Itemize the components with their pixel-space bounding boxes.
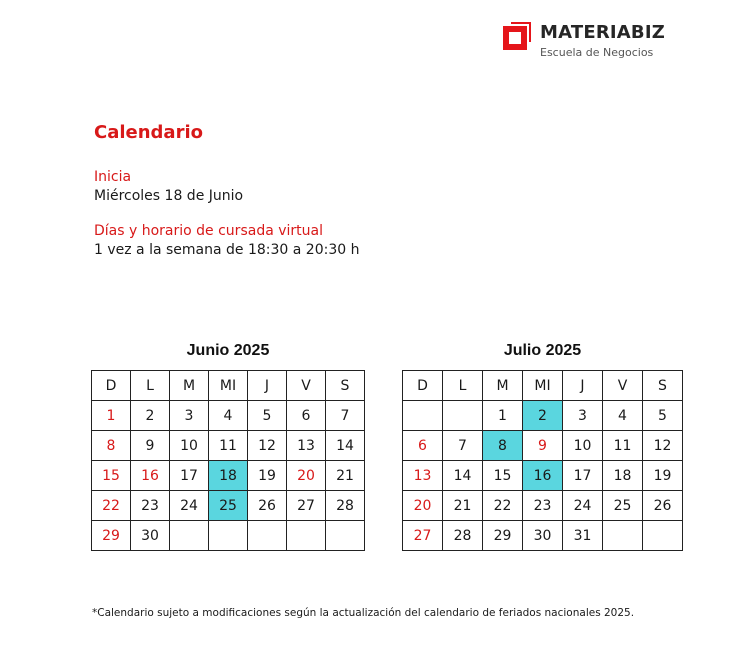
day-cell: 31	[563, 521, 603, 551]
weekday-header: D	[403, 371, 443, 401]
empty-day-cell	[326, 521, 365, 551]
day-cell: 12	[248, 431, 287, 461]
day-cell: 20	[403, 491, 443, 521]
day-cell: 6	[403, 431, 443, 461]
day-cell: 20	[287, 461, 326, 491]
day-cell: 30	[523, 521, 563, 551]
materiabiz-logo	[503, 22, 673, 62]
day-cell: 22	[92, 491, 131, 521]
weekday-header: MI	[523, 371, 563, 401]
week-row	[403, 461, 683, 491]
week-row	[403, 401, 683, 431]
weekday-header-row	[403, 371, 683, 401]
weekday-header: M	[483, 371, 523, 401]
weekday-header: MI	[209, 371, 248, 401]
calendar-title: Junio 2025	[186, 342, 270, 359]
weekday-header: V	[287, 371, 326, 401]
calendar-title: Julio 2025	[503, 342, 582, 359]
weekday-header: M	[170, 371, 209, 401]
week-row	[403, 491, 683, 521]
start-date: Miércoles 18 de Junio	[94, 188, 244, 204]
day-cell: 28	[443, 521, 483, 551]
empty-day-cell	[287, 521, 326, 551]
start-label: Inicia	[94, 169, 132, 185]
day-cell: 15	[92, 461, 131, 491]
day-cell: 8	[92, 431, 131, 461]
day-cell: 13	[287, 431, 326, 461]
day-cell: 26	[248, 491, 287, 521]
day-cell: 4	[209, 401, 248, 431]
day-cell: 19	[643, 461, 683, 491]
class-day-cell: 16	[523, 461, 563, 491]
logo-brand-name: MATERIABIZ	[540, 22, 665, 43]
day-cell: 1	[92, 401, 131, 431]
class-day-cell: 2	[523, 401, 563, 431]
empty-day-cell	[209, 521, 248, 551]
day-cell: 22	[483, 491, 523, 521]
day-cell: 25	[603, 491, 643, 521]
day-cell: 12	[643, 431, 683, 461]
day-cell: 10	[563, 431, 603, 461]
weekday-header: D	[92, 371, 131, 401]
day-cell: 27	[287, 491, 326, 521]
day-cell: 5	[248, 401, 287, 431]
day-cell: 11	[603, 431, 643, 461]
day-cell: 16	[131, 461, 170, 491]
week-row	[92, 401, 365, 431]
class-day-cell: 25	[209, 491, 248, 521]
weekday-header: S	[326, 371, 365, 401]
day-cell: 23	[523, 491, 563, 521]
page-title: Calendario	[94, 122, 203, 143]
schedule-value: 1 vez a la semana de 18:30 a 20:30 h	[94, 242, 360, 258]
day-cell: 13	[403, 461, 443, 491]
day-cell: 29	[92, 521, 131, 551]
weekday-header: J	[563, 371, 603, 401]
day-cell: 11	[209, 431, 248, 461]
class-day-cell: 18	[209, 461, 248, 491]
week-row	[403, 521, 683, 551]
weekday-header: L	[443, 371, 483, 401]
day-cell: 3	[170, 401, 209, 431]
day-cell: 14	[443, 461, 483, 491]
weekday-header-row	[92, 371, 365, 401]
footnote: *Calendario sujeto a modificaciones según la actualización del calendario de feriados nacionales 2025.	[92, 607, 635, 619]
day-cell: 4	[603, 401, 643, 431]
day-cell: 28	[326, 491, 365, 521]
day-cell: 30	[131, 521, 170, 551]
day-cell: 6	[287, 401, 326, 431]
empty-day-cell	[403, 401, 443, 431]
day-cell: 1	[483, 401, 523, 431]
day-cell: 15	[483, 461, 523, 491]
logo-tagline: Escuela de Negocios	[540, 46, 654, 59]
weekday-header: S	[643, 371, 683, 401]
weekday-header: L	[131, 371, 170, 401]
calendar-grid	[91, 370, 365, 551]
day-cell: 21	[443, 491, 483, 521]
day-cell: 18	[603, 461, 643, 491]
day-cell: 14	[326, 431, 365, 461]
empty-day-cell	[643, 521, 683, 551]
day-cell: 27	[403, 521, 443, 551]
day-cell: 9	[523, 431, 563, 461]
calendar-grid	[402, 370, 683, 551]
empty-day-cell	[603, 521, 643, 551]
day-cell: 23	[131, 491, 170, 521]
day-cell: 24	[563, 491, 603, 521]
day-cell: 7	[326, 401, 365, 431]
schedule-label: Días y horario de cursada virtual	[94, 223, 323, 239]
empty-day-cell	[248, 521, 287, 551]
week-row	[92, 521, 365, 551]
day-cell: 29	[483, 521, 523, 551]
day-cell: 7	[443, 431, 483, 461]
day-cell: 19	[248, 461, 287, 491]
week-row	[92, 461, 365, 491]
week-row	[92, 491, 365, 521]
day-cell: 9	[131, 431, 170, 461]
day-cell: 17	[170, 461, 209, 491]
weekday-header: J	[248, 371, 287, 401]
day-cell: 10	[170, 431, 209, 461]
calendar-junio	[91, 340, 365, 551]
day-cell: 24	[170, 491, 209, 521]
week-row	[403, 431, 683, 461]
class-day-cell: 8	[483, 431, 523, 461]
day-cell: 5	[643, 401, 683, 431]
day-cell: 3	[563, 401, 603, 431]
empty-day-cell	[443, 401, 483, 431]
empty-day-cell	[170, 521, 209, 551]
materiabiz-logo-icon	[503, 22, 531, 50]
day-cell: 2	[131, 401, 170, 431]
day-cell: 21	[326, 461, 365, 491]
day-cell: 26	[643, 491, 683, 521]
calendar-julio	[402, 340, 683, 551]
week-row	[92, 431, 365, 461]
day-cell: 17	[563, 461, 603, 491]
weekday-header: V	[603, 371, 643, 401]
